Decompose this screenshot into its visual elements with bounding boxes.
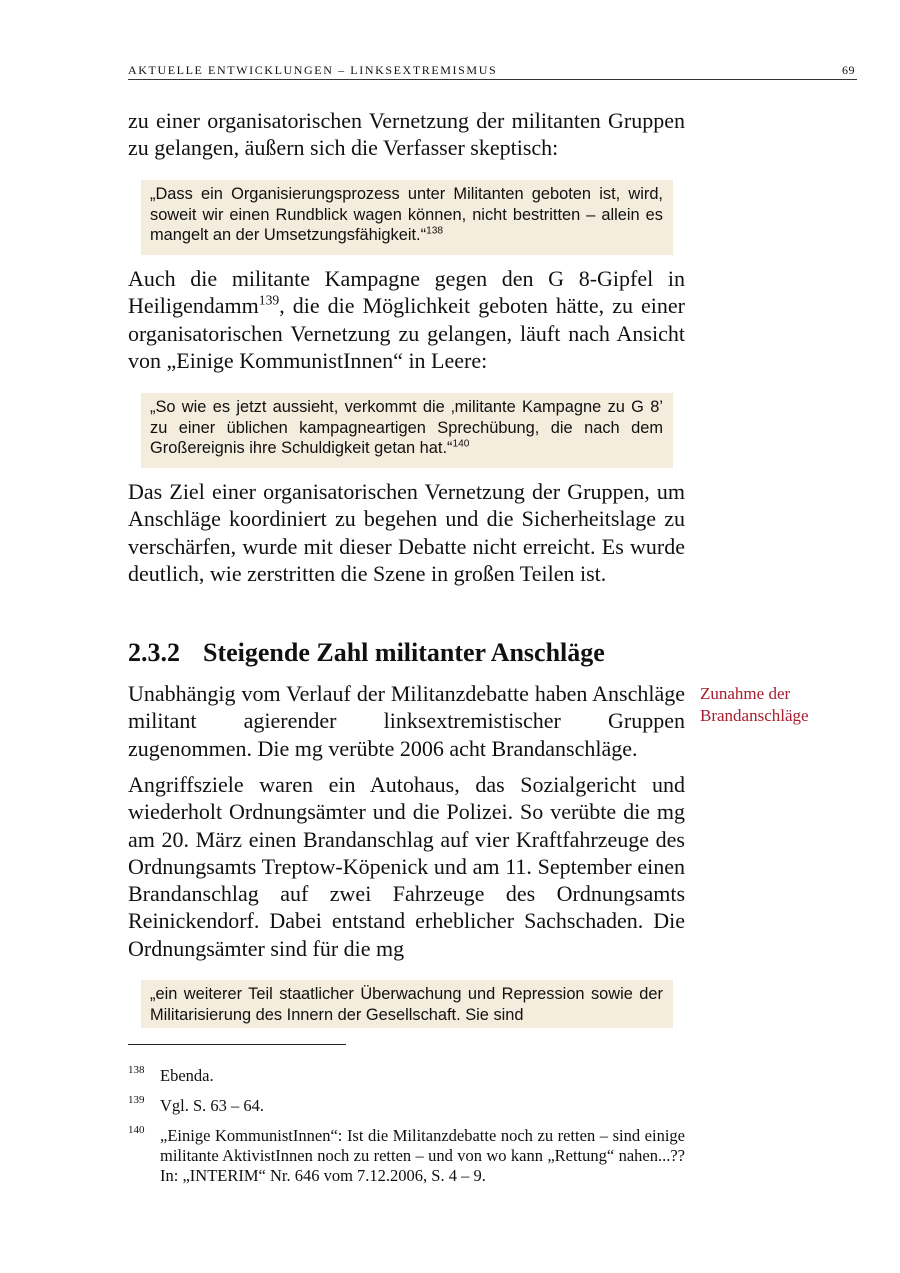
footnote-number: 138 [128, 1064, 145, 1076]
paragraph-5: Angriffsziele waren ein Autohaus, das Sozialgericht und wiederholt Ordnungsämter und die Polizei. So verübte die mg am 20. März einen Brandanschlag auf vier Kraftfahrzeuge des Ordnungsamts Treptow-Köpenick und am 11. September einen Brandanschlag auf zwei Fahrzeuge des Ordnungsamts Reinickendorf. Dabei entstand erheblicher Sachschaden. Die Ordnungsämter sind für die mg [128, 772, 685, 961]
footnote-ref-139[interactable]: 139 [258, 292, 280, 308]
margin-note: Zunahme der Brandanschläge [700, 684, 809, 725]
footnote-text: „Einige KommunistInnen“: Ist die Militanzdebatte noch zu retten – sind einige militante AktivistInnen noch zu retten – und von wo kann „Rettung“ nahen...?? In: „INTERIM“ Nr. 646 vom 7.12.2006, S. 4 – 9. [160, 1126, 685, 1185]
quote-block-2 [141, 393, 673, 468]
page-number: 69 [842, 63, 855, 77]
paragraph-3: Das Ziel einer organisatorischen Vernetzung der Gruppen, um Anschläge koordiniert zu begehen und die Sicherheitslage zu verschärfen, wurde mit dieser Debatte nicht erreicht. Es wurde deutlich, wie zerstritten die Szene in großen Teilen ist. [128, 479, 685, 586]
footnote-ref-140[interactable]: 140 [452, 438, 470, 450]
quote-2-text: „So wie es jetzt aussieht, verkommt die ‚militante Kampagne zu G 8’ zu einer üblichen kampagneartigen Sprechübung, die nach dem Großereignis ihre Schuldigkeit getan hat.“ [150, 398, 663, 457]
footnote-ref-138[interactable]: 138 [426, 225, 444, 237]
footnote-text: Ebenda. [160, 1066, 214, 1085]
footnote-text: Vgl. S. 63 – 64. [160, 1096, 265, 1115]
quote-block-3 [141, 980, 673, 1028]
section-number: 2.3.2 [128, 638, 180, 667]
paragraph-2-part-a: Auch die militante Kampagne gegen den G 8-Gipfel in Heiligendamm [128, 266, 685, 319]
footnote-138 [128, 1066, 685, 1086]
footnote-139 [128, 1096, 685, 1116]
footnote-140 [128, 1126, 685, 1186]
quote-block-1 [141, 180, 673, 255]
paragraph-1: zu einer organisatorischen Vernetzung der militanten Gruppen zu gelangen, äußern sich die Verfasser skeptisch: [128, 108, 685, 161]
paragraph-4: Unabhängig vom Verlauf der Militanzdebatte haben Anschläge militant agierender linksextremistischer Gruppen zugenommen. Die mg verübte 2006 acht Brandanschläge. [128, 681, 685, 761]
paragraph-2 [128, 265, 685, 374]
footnote-number: 139 [128, 1094, 145, 1106]
paragraph-2-part-b: , die die Möglichkeit geboten hätte, zu einer organisatorischen Vernetzung zu gelangen, läuft nach Ansicht von „Einige KommunistInnen“ in Leere: [128, 293, 685, 373]
running-header [128, 63, 857, 80]
section-heading [128, 637, 605, 669]
footnote-separator [128, 1044, 346, 1045]
footnote-number: 140 [128, 1124, 145, 1136]
quote-3-text: „ein weiterer Teil staatlicher Überwachung und Repression sowie der Militarisierung des Innern der Gesellschaft. Sie sind [150, 985, 663, 1024]
section-title: Steigende Zahl militanter Anschläge [203, 638, 605, 667]
header-title: AKTUELLE ENTWICKLUNGEN – LINKSEXTREMISMUS [128, 63, 498, 77]
quote-1-text: „Dass ein Organisierungsprozess unter Militanten geboten ist, wird, soweit wir einen Rundblick wagen können, nicht bestritten – allein es mangelt an der Umsetzungsfähigkeit.“ [150, 185, 663, 244]
